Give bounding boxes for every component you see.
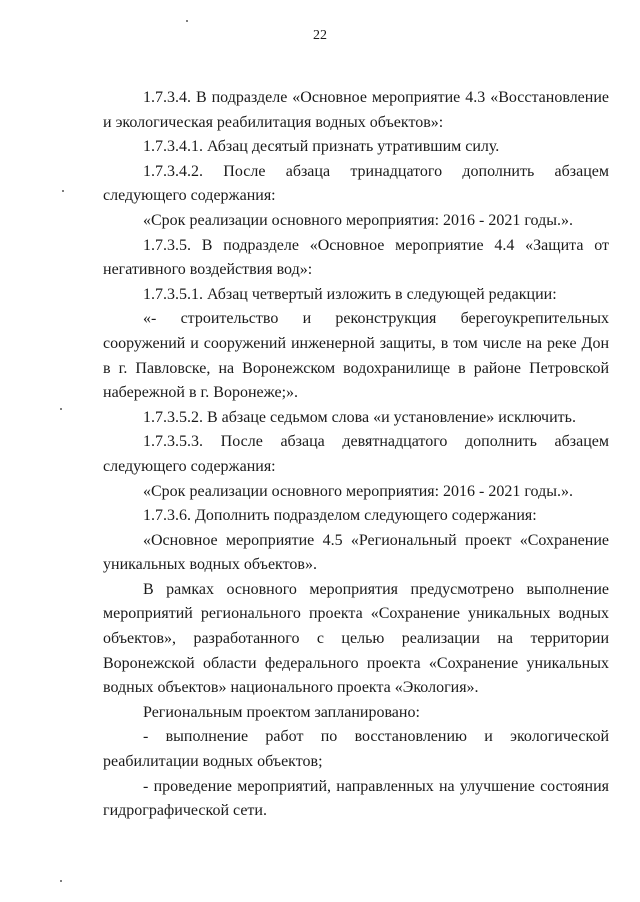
scan-speck xyxy=(60,880,62,882)
scan-speck xyxy=(62,190,64,192)
scan-speck xyxy=(186,20,188,22)
paragraph-1-7-3-4: 1.7.3.4. В подразделе «Основное мероприятие 4.3 «Восстановление и экологическая реабилитация водных объектов»: xyxy=(103,89,609,131)
paragraph-regional-project: В рамках основного мероприятия предусмотрено выполнение мероприятий регионального проекта «Сохранение уникальных водных объектов», разработанного с целью реализации на территории Воронежской области федерального проекта «Сохранение уникальных водных объектов» национального проекта «Экология». xyxy=(103,580,609,697)
paragraph-1-7-3-5-2: 1.7.3.5.2. В абзаце седьмом слова «и установление» исключить. xyxy=(143,408,576,426)
paragraph-1-7-3-5: 1.7.3.5. В подразделе «Основное мероприятие 4.4 «Защита от негативного воздействия вод»: xyxy=(103,236,609,279)
paragraph-1-7-3-4-2: 1.7.3.4.2. После абзаца тринадцатого дополнить абзацем следующего содержания: xyxy=(103,162,609,205)
paragraph-construction-quote: «- строительство и реконструкция берегоукрепительных сооружений и сооружений инженерной защиты, в том числе на реке Дон в г. Павловске, на Воронежском водохранилище в районе Петровской набережной в г. Воронеже;». xyxy=(103,310,609,402)
document-body xyxy=(103,86,609,824)
paragraph-main-event-4-5: «Основное мероприятие 4.5 «Региональный проект «Сохранение уникальных водных объектов». xyxy=(103,531,609,574)
paragraph-planned: Региональным проектом запланировано: xyxy=(143,703,420,721)
page-number: 22 xyxy=(313,28,327,43)
scan-speck xyxy=(60,408,62,410)
paragraph-term-quote-1: «Срок реализации основного мероприятия: 2016 - 2021 годы.». xyxy=(143,211,573,229)
paragraph-1-7-3-5-3: 1.7.3.5.3. После абзаца девятнадцатого дополнить абзацем следующего содержания: xyxy=(103,433,609,475)
paragraph-1-7-3-5-1: 1.7.3.5.1. Абзац четвертый изложить в следующей редакции: xyxy=(143,285,557,303)
paragraph-list-item-2: - проведение мероприятий, направленных на улучшение состояния гидрографической сети. xyxy=(103,777,609,820)
paragraph-1-7-3-6: 1.7.3.6. Дополнить подразделом следующего содержания: xyxy=(143,507,537,525)
paragraph-term-quote-2: «Срок реализации основного мероприятия: 2016 - 2021 годы.». xyxy=(143,482,573,500)
paragraph-list-item-1: - выполнение работ по восстановлению и экологической реабилитации водных объектов; xyxy=(103,728,609,771)
paragraph-1-7-3-4-1: 1.7.3.4.1. Абзац десятый признать утратившим силу. xyxy=(143,138,500,156)
